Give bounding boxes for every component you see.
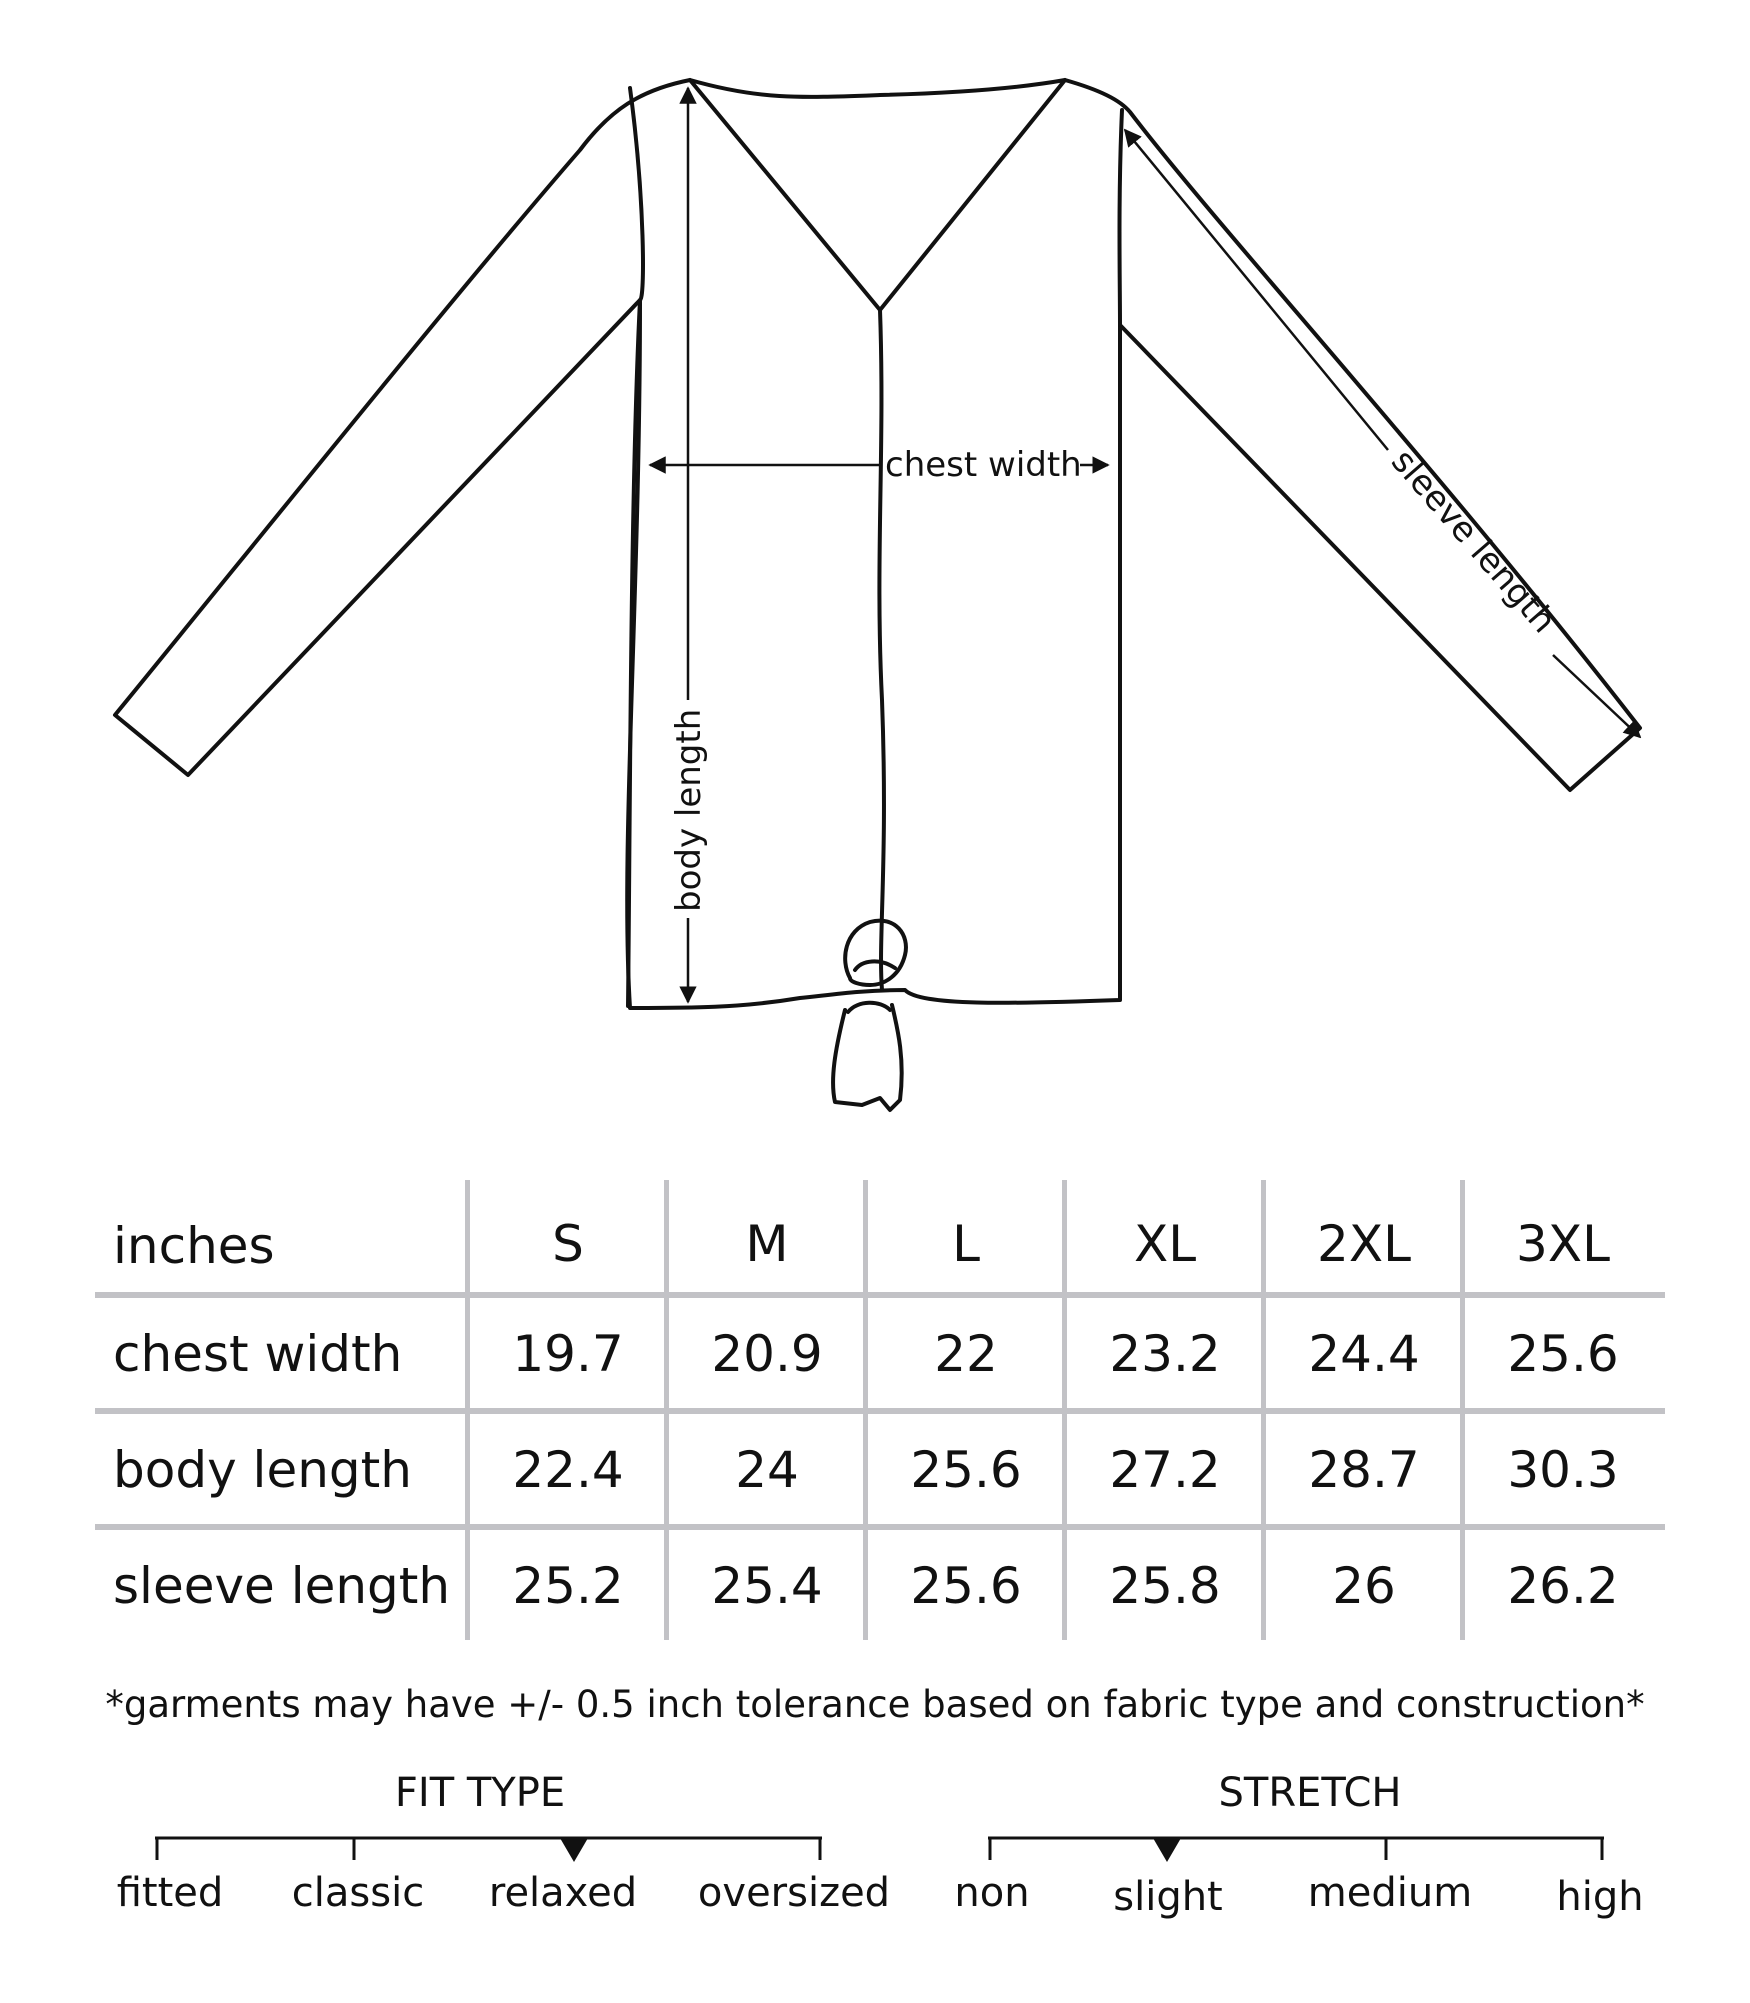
front-edge [879,310,884,990]
table-row [95,1414,1665,1526]
stretch-marker [1153,1838,1181,1862]
tolerance-note: *garments may have +/- 0.5 inch tolerance based on fabric type and construction* [105,1683,1645,1726]
body-length-label: body length [669,708,709,912]
table-cell: 25.4 [711,1557,823,1615]
column-divider [863,1180,868,1640]
column-divider [1460,1180,1465,1640]
column-divider [664,1180,669,1640]
table-cell: 19.7 [512,1325,624,1383]
table-cell: 22 [934,1325,998,1383]
fit-option-selected: relaxed [488,1870,638,1916]
sleeve-length-label: sleeve length [1383,441,1564,641]
chest-width-label: chest width [885,445,1082,485]
table-cell: 26.2 [1507,1557,1619,1615]
fit-type-marker [560,1838,588,1862]
column-divider [1261,1180,1266,1640]
fit-option: oversized [697,1870,891,1916]
table-cell: 26 [1332,1557,1396,1615]
stretch-option-selected: slight [1113,1874,1223,1920]
right-seam [1120,110,1123,325]
table-cell: 25.6 [910,1441,1022,1499]
v-neck [690,80,1065,310]
stretch-option: medium [1307,1870,1473,1916]
table-row [95,1298,1665,1410]
table-cell: 27.2 [1109,1441,1221,1499]
row-label: chest width [113,1325,403,1383]
size-header: S [552,1215,584,1273]
table-cell: 25.8 [1109,1557,1221,1615]
table-cell: 25.6 [1507,1325,1619,1383]
row-label: sleeve length [113,1557,451,1615]
table-cell: 23.2 [1109,1325,1221,1383]
unit-label: inches [113,1217,275,1275]
stretch-option: non [954,1870,1030,1916]
fit-option: classic [291,1870,425,1916]
size-header: XL [1133,1215,1197,1273]
table-cell: 24.4 [1308,1325,1420,1383]
table-cell: 22.4 [512,1441,624,1499]
row-label: body length [113,1441,412,1499]
column-divider [465,1180,470,1640]
size-header: 2XL [1317,1215,1411,1273]
stretch-title: STRETCH [1218,1770,1402,1816]
garment-outline [115,80,1640,1008]
table-cell: 25.6 [910,1557,1022,1615]
tie-knot [845,921,906,985]
table-header-row [95,1180,1665,1290]
table-cell: 28.7 [1308,1441,1420,1499]
fit-option: fitted [116,1870,224,1916]
size-header: L [952,1215,980,1273]
table-cell: 24 [735,1441,799,1499]
fit-type-title: FIT TYPE [394,1770,566,1816]
size-table [95,1180,1665,1640]
table-cell: 25.2 [512,1557,624,1615]
table-cell: 30.3 [1507,1441,1619,1499]
table-row [95,1530,1665,1642]
column-divider [1062,1180,1067,1640]
table-cell: 20.9 [711,1325,823,1383]
stretch-option: high [1556,1874,1644,1920]
size-header: M [745,1215,789,1273]
size-header: 3XL [1516,1215,1610,1273]
